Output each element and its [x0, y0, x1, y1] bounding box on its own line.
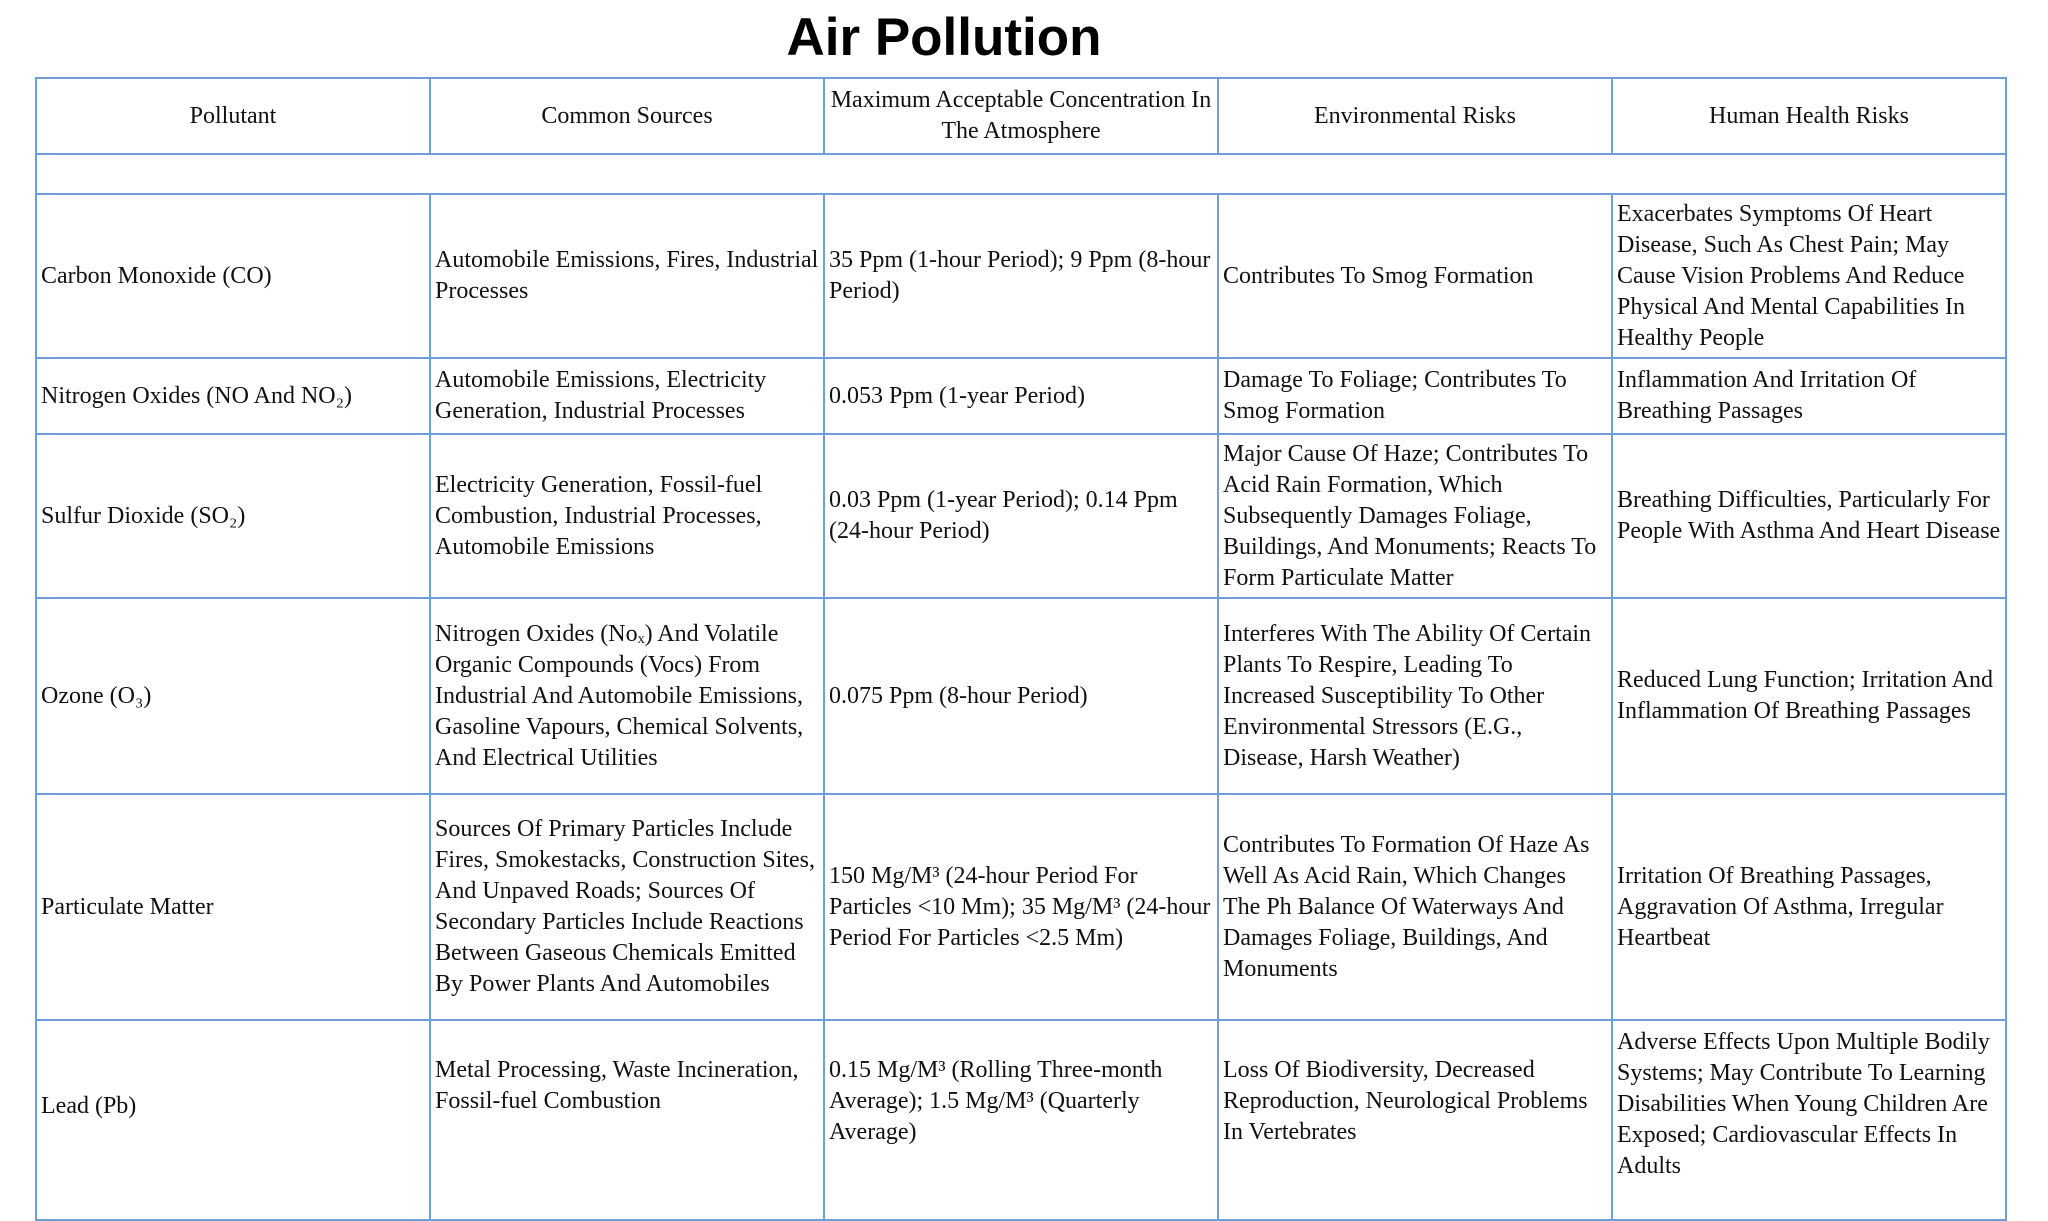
health-cell: Irritation Of Breathing Passages, Aggravation Of Asthma, Irregular Heartbeat	[1612, 794, 2006, 1020]
sources-cell: Metal Processing, Waste Incineration, Fossil-fuel Combustion	[430, 1020, 824, 1220]
column-header-environmental: Environmental Risks	[1218, 78, 1612, 154]
pollutant-cell: Sulfur Dioxide (SO₂)	[36, 434, 430, 598]
health-cell: Reduced Lung Function; Irritation And Inflammation Of Breathing Passages	[1612, 598, 2006, 794]
empty-row	[36, 154, 2006, 194]
table-row	[36, 434, 2006, 598]
empty-cell	[36, 154, 2006, 194]
column-header-concentration: Maximum Acceptable Concentration In The Atmosphere	[824, 78, 1218, 154]
sources-cell: Electricity Generation, Fossil-fuel Combustion, Industrial Processes, Automobile Emissions	[430, 434, 824, 598]
environmental-cell: Major Cause Of Haze; Contributes To Acid Rain Formation, Which Subsequently Damages Foliage, Buildings, And Monuments; Reacts To Form Particulate Matter	[1218, 434, 1612, 598]
column-header-sources: Common Sources	[430, 78, 824, 154]
concentration-cell: 0.075 Ppm (8-hour Period)	[824, 598, 1218, 794]
pollutant-cell: Lead (Pb)	[36, 1020, 430, 1220]
concentration-cell: 0.15 Mg/M³ (Rolling Three-month Average); 1.5 Mg/M³ (Quarterly Average)	[824, 1020, 1218, 1220]
column-header-pollutant: Pollutant	[36, 78, 430, 154]
environmental-cell: Loss Of Biodiversity, Decreased Reproduction, Neurological Problems In Vertebrates	[1218, 1020, 1612, 1220]
concentration-cell: 0.053 Ppm (1-year Period)	[824, 358, 1218, 434]
concentration-cell: 0.03 Ppm (1-year Period); 0.14 Ppm (24-hour Period)	[824, 434, 1218, 598]
air-pollution-table	[35, 77, 2007, 1221]
table-header-row	[36, 78, 2006, 154]
table-row	[36, 794, 2006, 1020]
page-title: Air Pollution	[786, 8, 1102, 67]
concentration-cell: 150 Mg/M³ (24-hour Period For Particles <10 Mm); 35 Mg/M³ (24-hour Period For Particles <2.5 Mm)	[824, 794, 1218, 1020]
health-cell: Breathing Difficulties, Particularly For People With Asthma And Heart Disease	[1612, 434, 2006, 598]
health-cell: Adverse Effects Upon Multiple Bodily Systems; May Contribute To Learning Disabilities When Young Children Are Exposed; Cardiovascular Effects In Adults	[1612, 1020, 2006, 1220]
environmental-cell: Damage To Foliage; Contributes To Smog Formation	[1218, 358, 1612, 434]
concentration-cell: 35 Ppm (1-hour Period); 9 Ppm (8-hour Period)	[824, 194, 1218, 358]
table-row	[36, 194, 2006, 358]
sources-cell: Automobile Emissions, Electricity Generation, Industrial Processes	[430, 358, 824, 434]
sources-cell: Automobile Emissions, Fires, Industrial Processes	[430, 194, 824, 358]
sources-cell: Sources Of Primary Particles Include Fires, Smokestacks, Construction Sites, And Unpaved Roads; Sources Of Secondary Particles Include Reactions Between Gaseous Chemicals Emitted By Power Plants And Automobiles	[430, 794, 824, 1020]
column-header-health: Human Health Risks	[1612, 78, 2006, 154]
table-row	[36, 358, 2006, 434]
environmental-cell: Contributes To Smog Formation	[1218, 194, 1612, 358]
health-cell: Inflammation And Irritation Of Breathing Passages	[1612, 358, 2006, 434]
pollutant-cell: Ozone (O₃)	[36, 598, 430, 794]
table-row	[36, 1020, 2006, 1220]
pollutant-cell: Particulate Matter	[36, 794, 430, 1020]
pollutant-cell: Carbon Monoxide (CO)	[36, 194, 430, 358]
environmental-cell: Contributes To Formation Of Haze As Well As Acid Rain, Which Changes The Ph Balance Of Waterways And Damages Foliage, Buildings, And Monuments	[1218, 794, 1612, 1020]
environmental-cell: Interferes With The Ability Of Certain Plants To Respire, Leading To Increased Susceptibility To Other Environmental Stressors (E.G., Disease, Harsh Weather)	[1218, 598, 1612, 794]
sources-cell: Nitrogen Oxides (Noₓ) And Volatile Organic Compounds (Vocs) From Industrial And Automobile Emissions, Gasoline Vapours, Chemical Solvents, And Electrical Utilities	[430, 598, 824, 794]
pollutant-cell: Nitrogen Oxides (NO And NO₂)	[36, 358, 430, 434]
health-cell: Exacerbates Symptoms Of Heart Disease, Such As Chest Pain; May Cause Vision Problems And Reduce Physical And Mental Capabilities In Healthy People	[1612, 194, 2006, 358]
table-row	[36, 598, 2006, 794]
